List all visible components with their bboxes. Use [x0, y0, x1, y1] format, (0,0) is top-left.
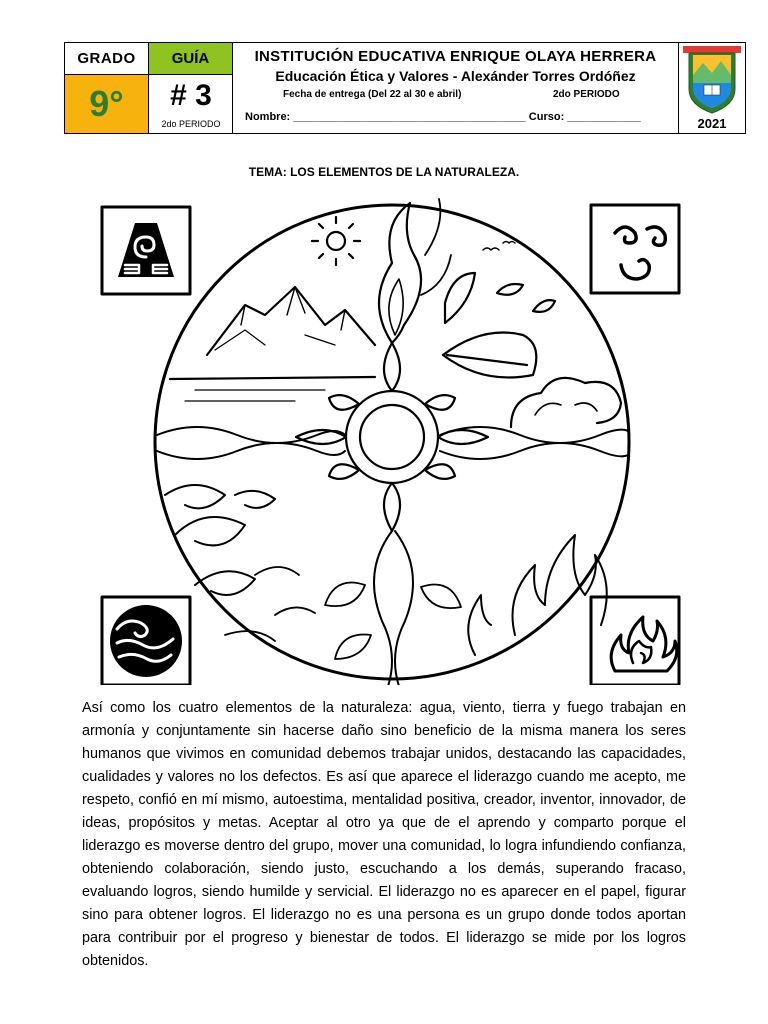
elements-mandala-illustration: [95, 195, 695, 685]
school-crest-icon: [679, 43, 745, 117]
fire-flames: [468, 535, 607, 655]
year: 2021: [697, 116, 727, 131]
birds: [483, 242, 515, 251]
water-symbol-icon: [102, 597, 190, 685]
center-lotus: [296, 343, 488, 531]
clouds: [511, 378, 621, 427]
institution-name: INSTITUCIÓN EDUCATIVA ENRIQUE OLAYA HERRERA: [254, 48, 657, 65]
document-header: [64, 42, 746, 134]
topic-title: TEMA: LOS ELEMENTOS DE LA NATURALEZA.: [248, 165, 520, 179]
leaves: [445, 273, 555, 323]
sun-icon: [312, 217, 360, 265]
subject-teacher: Educación Ética y Valores - Alexánder Torres Ordóñez: [275, 68, 636, 84]
grado-value: 9°: [65, 75, 149, 133]
delivery-date: Fecha de entrega (Del 22 al 30 e abril): [283, 89, 462, 100]
mountains: [207, 287, 375, 355]
guia-number: # 3: [170, 79, 212, 112]
braided-band: [157, 427, 628, 443]
air-symbol-icon: [591, 205, 679, 293]
earth-symbol-icon: [102, 207, 190, 294]
body-paragraph: Así como los cuatro elementos de la naturaleza: agua, viento, tierra y fuego trabajan en armonía y conjuntamente sin hacerse daño sino beneficio de la misma manera los seres humanos que vivimos en comunidad debemos trabajar unidos, destacando las capacidades, cualidades y valores no los defectos. Es así que aparece el liderazgo cuando me acepto, me respeto, confió en mí mismo, autoestima, mentalidad positiva, creador, inventor, innovador, de ideas, propósitos y metas. Aceptar al otro ya que de el aprendo y comparto porque el liderazgo es moverse dentro del grupo, mover una comunidad, lo logra infundiendo confianza, obteniendo colaboración, siendo justo, escuchando a los demás, superando fracaso, evaluando logros, siendo humilde y servicial. El liderazgo no es aparecer en el papel, figurar sino para obtener logros. El liderazgo no es una persona es un grupo donde todos aportan para contribuir por el progreso y bienestar de todos. El liderazgo se mide por los logros obtenidos.: [82, 700, 686, 969]
name-course-fields: Nombre: ______________________________________ Curso: ____________: [245, 111, 641, 123]
title-area: [233, 43, 679, 133]
guia-label: GUÍA: [149, 43, 233, 75]
guia-value-cell: [149, 75, 233, 133]
stem: [374, 531, 413, 685]
guia-period: 2do PERIODO: [161, 119, 221, 129]
waves: [165, 485, 275, 595]
logo-area: [679, 43, 745, 133]
grado-label: GRADO: [65, 43, 149, 75]
period-label: 2do PERIODO: [553, 89, 620, 100]
